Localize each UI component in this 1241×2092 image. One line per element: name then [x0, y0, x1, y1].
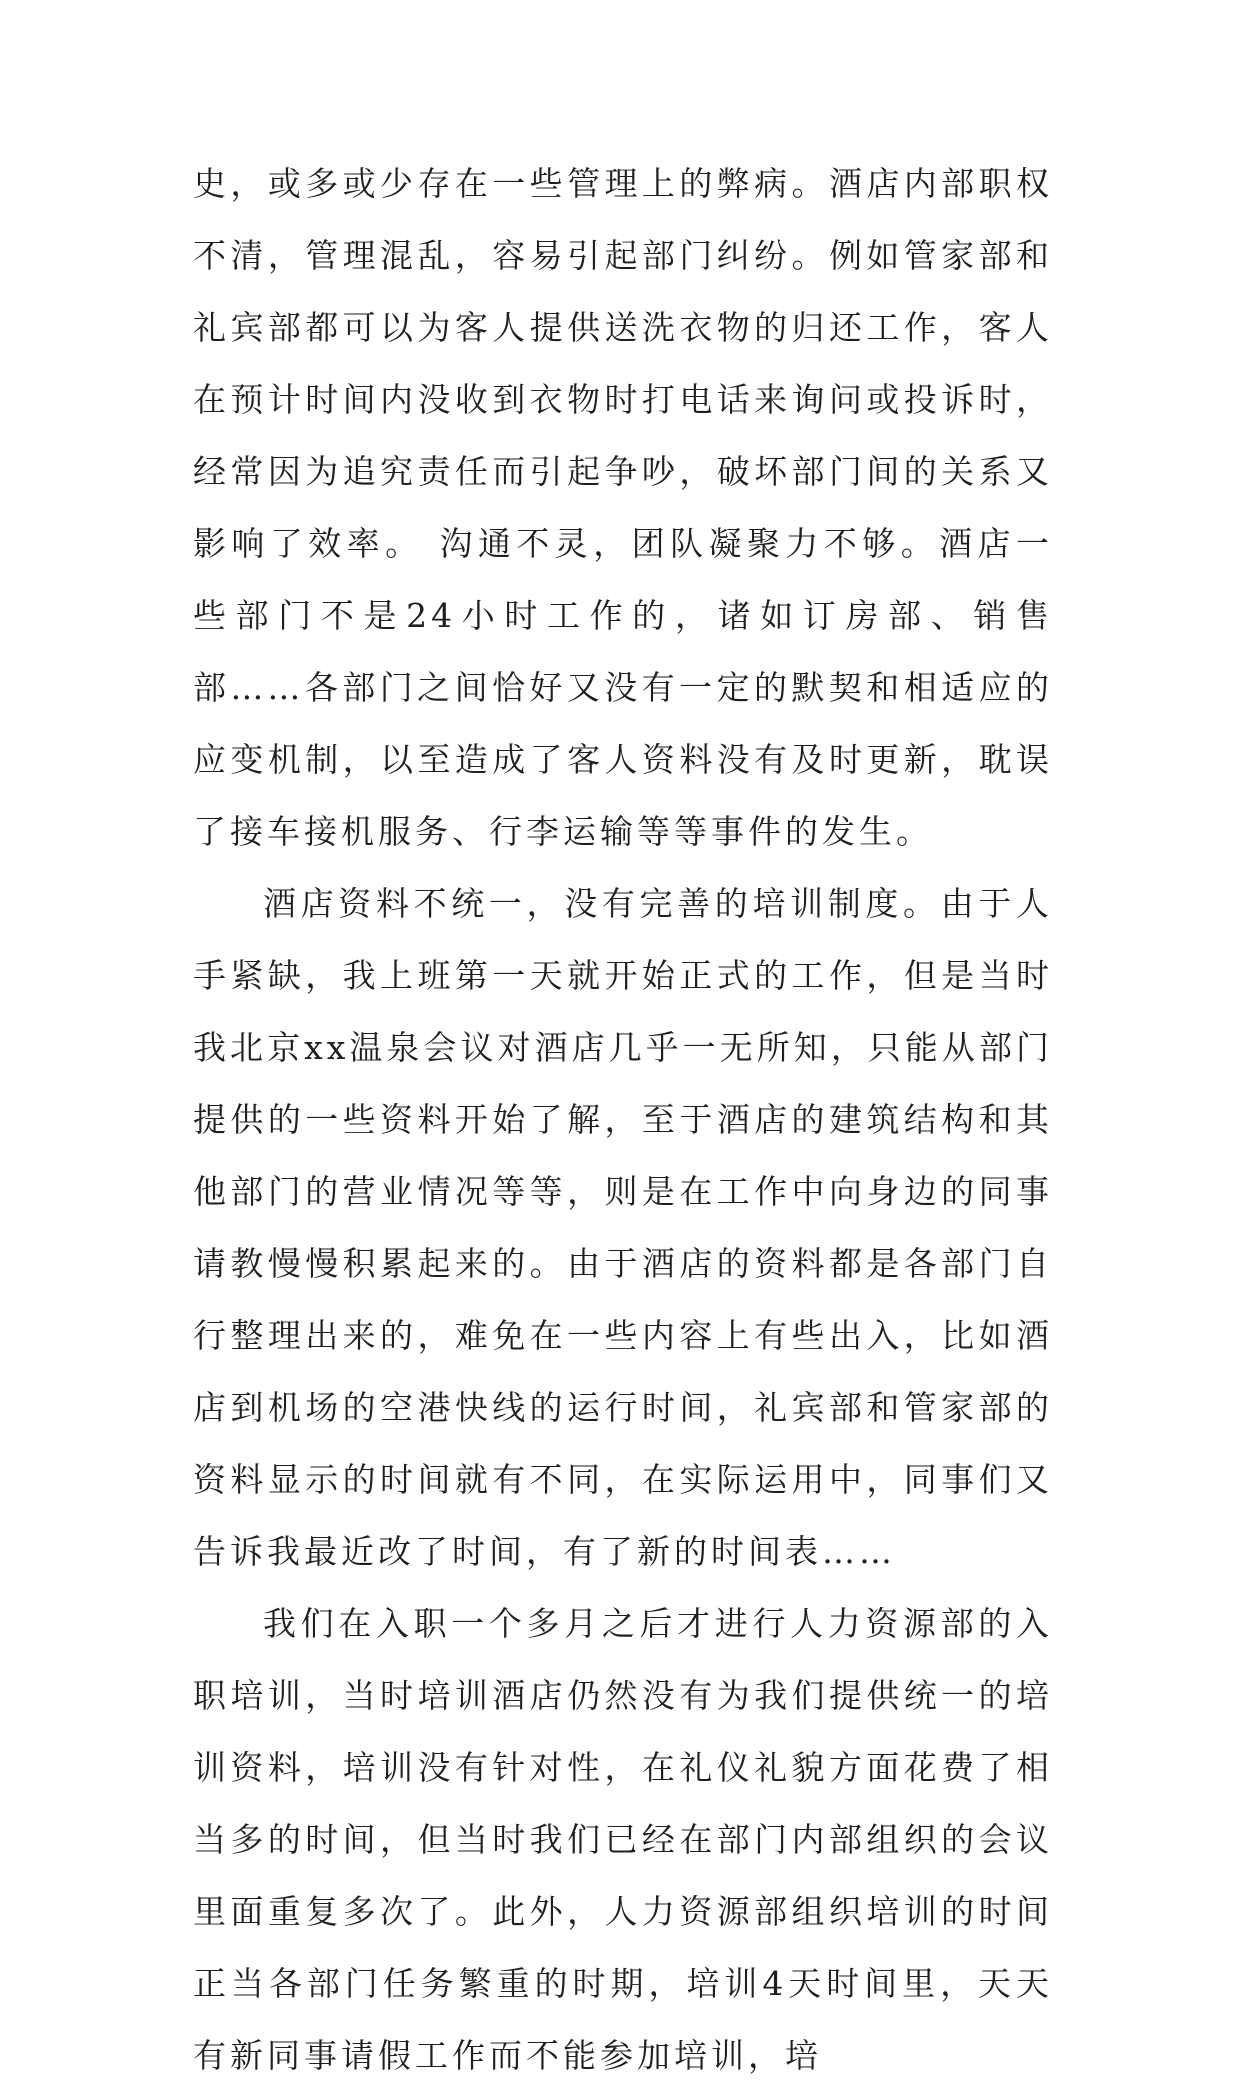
paragraph-continuation: 史，或多或少存在一些管理上的弊病。酒店内部职权不清，管理混乱，容易引起部门纠纷。例如管家部和礼宾部都可以为客人提供送洗衣物的归还工作，客人在预计时间内没收到衣物时打电话来询问或投诉时，经常因为追究责任而引起争吵，破坏部门间的关系又影响了效率。 沟通不灵，团队凝聚力不够。酒店一些部门不是24小时工作的，诸如订房部、销售部……各部门之间恰好又没有一定的默契和相适应的应变机制，以至造成了客人资料没有及时更新，耽误了接车接机服务、行李运输等等事件的发生。 [193, 164, 1053, 851]
paragraph-training-materials: 酒店资料不统一，没有完善的培训制度。由于人手紧缺，我上班第一天就开始正式的工作，但是当时我北京xx温泉会议对酒店几乎一无所知，只能从部门提供的一些资料开始了解，至于酒店的建筑结构和其他部门的营业情况等等，则是在工作中向身边的同事请教慢慢积累起来的。由于酒店的资料都是各部门自行整理出来的，难免在一些内容上有些出入，比如酒店到机场的空港快线的运行时间，礼宾部和管家部的资料显示的时间就有不同，在实际运用中，同事们又告诉我最近改了时间，有了新的时间表…… [193, 884, 1053, 1571]
document-page [193, 148, 1053, 2092]
paragraph-onboarding-training: 我们在入职一个多月之后才进行人力资源部的入职培训，当时培训酒店仍然没有为我们提供统一的培训资料，培训没有针对性，在礼仪礼貌方面花费了相当多的时间，但当时我们已经在部门内部组织的会议里面重复多次了。此外，人力资源部组织培训的时间正当各部门任务繁重的时期，培训4天时间里，天天有新同事请假工作而不能参加培训，培 [193, 1604, 1053, 2075]
